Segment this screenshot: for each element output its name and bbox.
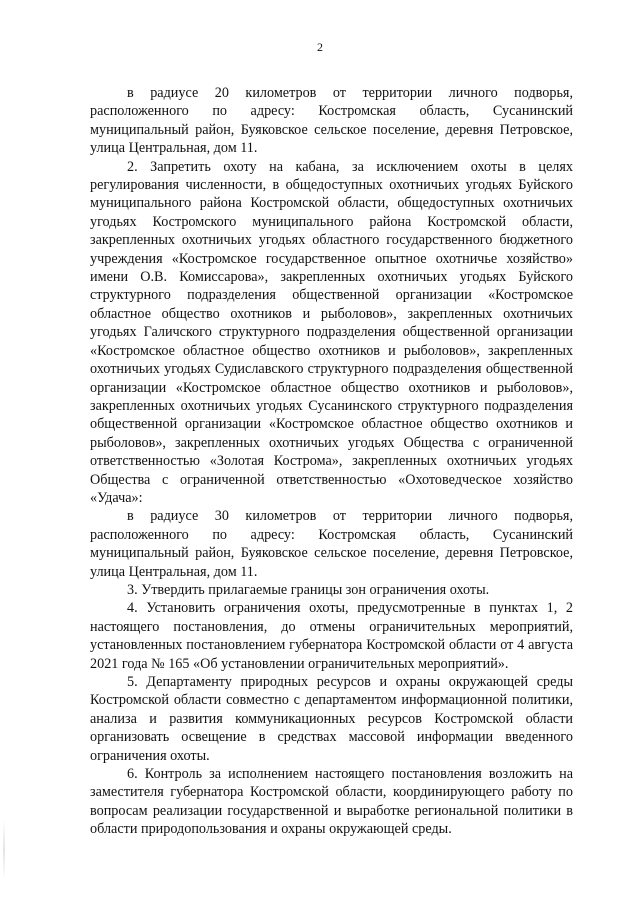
- paragraph-radius-30km: в радиусе 30 километров от территории личного подворья, расположенного по адресу: Костромская область, Сусанинский муниципальный район, Буяковское сельское поселение, деревня Петровское, улица Центральная, дом 11.: [90, 508, 573, 580]
- document-body: [90, 84, 573, 839]
- page-number: 2: [317, 40, 323, 54]
- paragraph-item-2: 2. Запретить охоту на кабана, за исключением охоты в целях регулирования численности, в общедоступных охотничьих угодьях Буйского муниципального района Костромской области, общедоступных охотничьих угодьях Костромского муниципального района Костромской области, закрепленных охотничьих угодьях областного государственного бюджетного учреждения «Костромское государственное опытное охотничье хозяйство» имени О.В. Комиссарова», закрепленных охотничьих угодьях Буйского структурного подразделения общественной организации «Костромское областное общество охотников и рыболовов», закрепленных охотничьих угодьях Галичского структурного подразделения общественной организации «Костромское областное общество охотников и рыболовов», закрепленных охотничьих угодьях Судиславского структурного подразделения общественной организации «Костромское областное общество охотников и рыболовов», закрепленных охотничьих угодьях Сусанинского структурного подразделения общественной организации «Костромское областное общество охотников и рыболовов», закрепленных охотничьих угодьях Общества с ограниченной ответственностью «Золотая Кострома», закрепленных охотничьих угодьях Общества с ограниченной ответственностью «Охотоведческое хозяйство «Удача»:: [90, 158, 573, 506]
- paragraph-radius-20km: в радиусе 20 километров от территории личного подворья, расположенного по адресу: Костромская область, Сусанинский муниципальный район, Буяковское сельское поселение, деревня Петровское, улица Центральная, дом 11.: [90, 85, 573, 157]
- paragraph-item-4: 4. Установить ограничения охоты, предусмотренные в пунктах 1, 2 настоящего постановления, до отмены ограничительных мероприятий, установленных постановлением губернатора Костромской области от 4 августа 2021 года № 165 «Об установлении ограничительных мероприятий».: [90, 600, 573, 672]
- paragraph-item-6: 6. Контроль за исполнением настоящего постановления возложить на заместителя губернатора Костромской области, координирующего работу по вопросам реализации государственной и выработке региональной политики в области природопользования и охраны окружающей среды.: [90, 766, 573, 838]
- paragraph-item-3: 3. Утвердить прилагаемые границы зон ограничения охоты.: [127, 581, 490, 598]
- paragraph-item-5: 5. Департаменту природных ресурсов и охраны окружающей среды Костромской области совместно с департаментом информационной политики, анализа и развития коммуникационных ресурсов Костромской области организовать освещение в средствах массовой информации введенного ограничения охоты.: [90, 674, 573, 764]
- scan-edge-mark: [3, 820, 5, 880]
